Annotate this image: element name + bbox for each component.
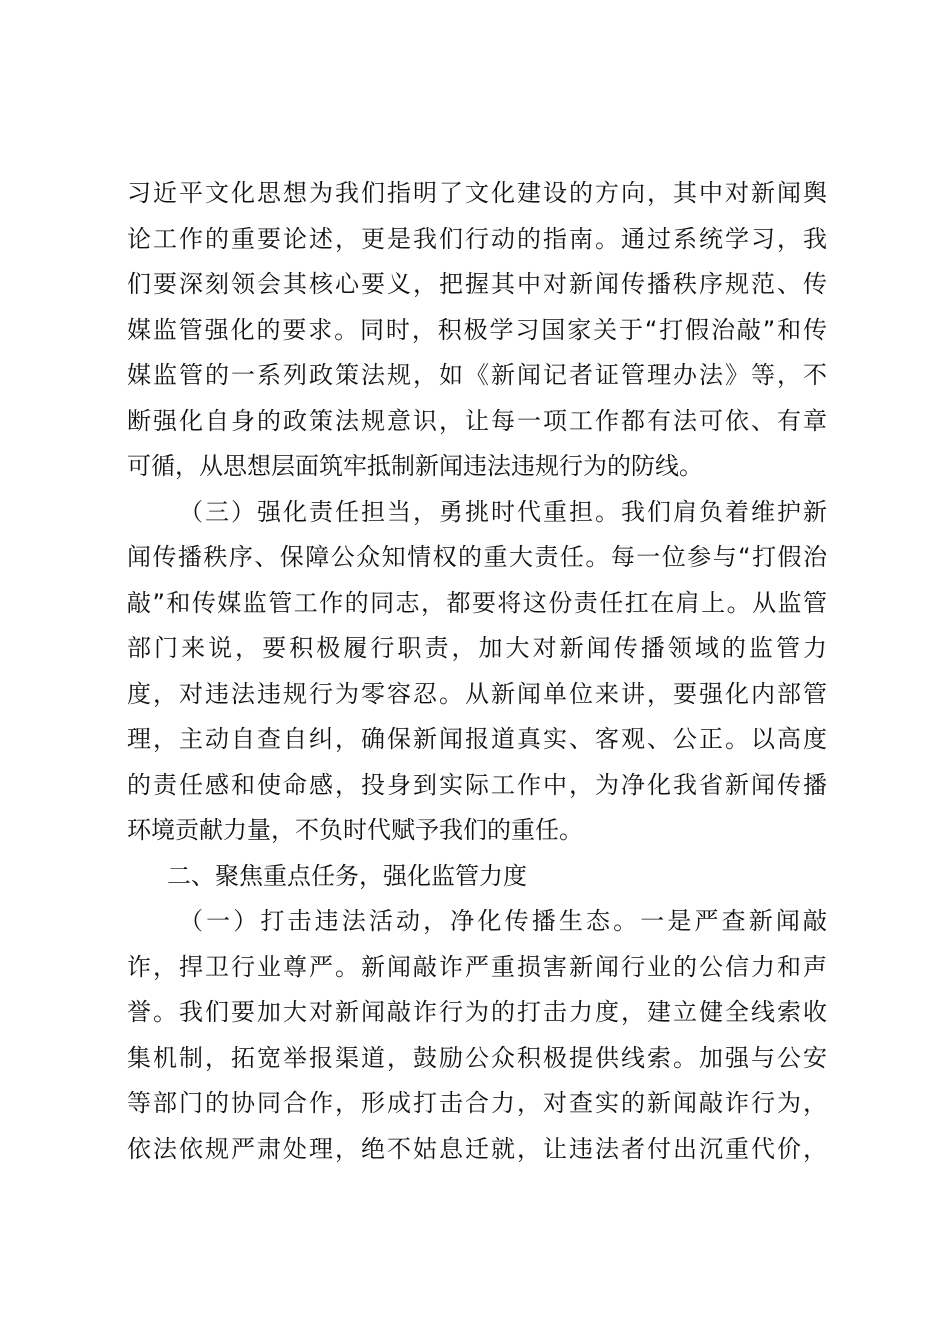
text-line: 依法依规严肃处理，绝不姑息迁就，让违法者付出沉重代价， (127, 1134, 827, 1163)
text-line: 集机制，拓宽举报渠道，鼓励公众积极提供线索。加强与公安 (127, 1043, 827, 1072)
body-text (127, 171, 827, 1172)
text-line: 度，对违法违规行为零容忍。从新闻单位来讲，要强化内部管 (127, 679, 827, 708)
section-heading: 二、聚焦重点任务，强化监管力度 (167, 861, 527, 890)
paragraph-first-line: （三）强化责任担当，勇挑时代重担。我们肩负着维护新 (179, 497, 827, 526)
text-line: 环境贡献力量，不负时代赋予我们的重任。 (127, 816, 583, 844)
text-line: 理，主动自查自纠，确保新闻报道真实、客观、公正。以高度 (127, 725, 827, 753)
text-line: 部门来说，要积极履行职责，加大对新闻传播领域的监管力 (127, 634, 827, 662)
text-line: 的责任感和使命感，投身到实际工作中，为净化我省新闻传播 (127, 770, 827, 799)
text-line: 媒监管的一系列政策法规，如《新闻记者证管理办法》等，不 (127, 361, 827, 389)
text-line: 敲”和传媒监管工作的同志，都要将这份责任扛在肩上。从监管 (127, 588, 827, 617)
text-line: 们要深刻领会其核心要义，把握其中对新闻传播秩序规范、传 (127, 270, 827, 298)
text-line: 断强化自身的政策法规意识，让每一项工作都有法可依、有章 (127, 406, 827, 435)
text-line: 等部门的协同合作，形成打击合力，对查实的新闻敲诈行为， (127, 1089, 827, 1117)
text-line: 诈，捍卫行业尊严。新闻敲诈严重损害新闻行业的公信力和声 (127, 952, 827, 981)
text-line: 媒监管强化的要求。同时，积极学习国家关于“打假治敲”和传 (127, 315, 827, 344)
text-line: 闻传播秩序、保障公众知情权的重大责任。每一位参与“打假治 (127, 543, 827, 571)
text-line: 誉。我们要加大对新闻敲诈行为的打击力度，建立健全线索收 (127, 998, 827, 1026)
text-line: 习近平文化思想为我们指明了文化建设的方向，其中对新闻舆 (127, 179, 827, 207)
text-line: 论工作的重要论述，更是我们行动的指南。通过系统学习，我 (127, 224, 827, 253)
text-line: 可循，从思想层面筑牢抵制新闻违法违规行为的防线。 (127, 452, 703, 480)
paragraph-first-line: （一）打击违法活动，净化传播生态。一是严查新闻敲 (179, 907, 827, 935)
